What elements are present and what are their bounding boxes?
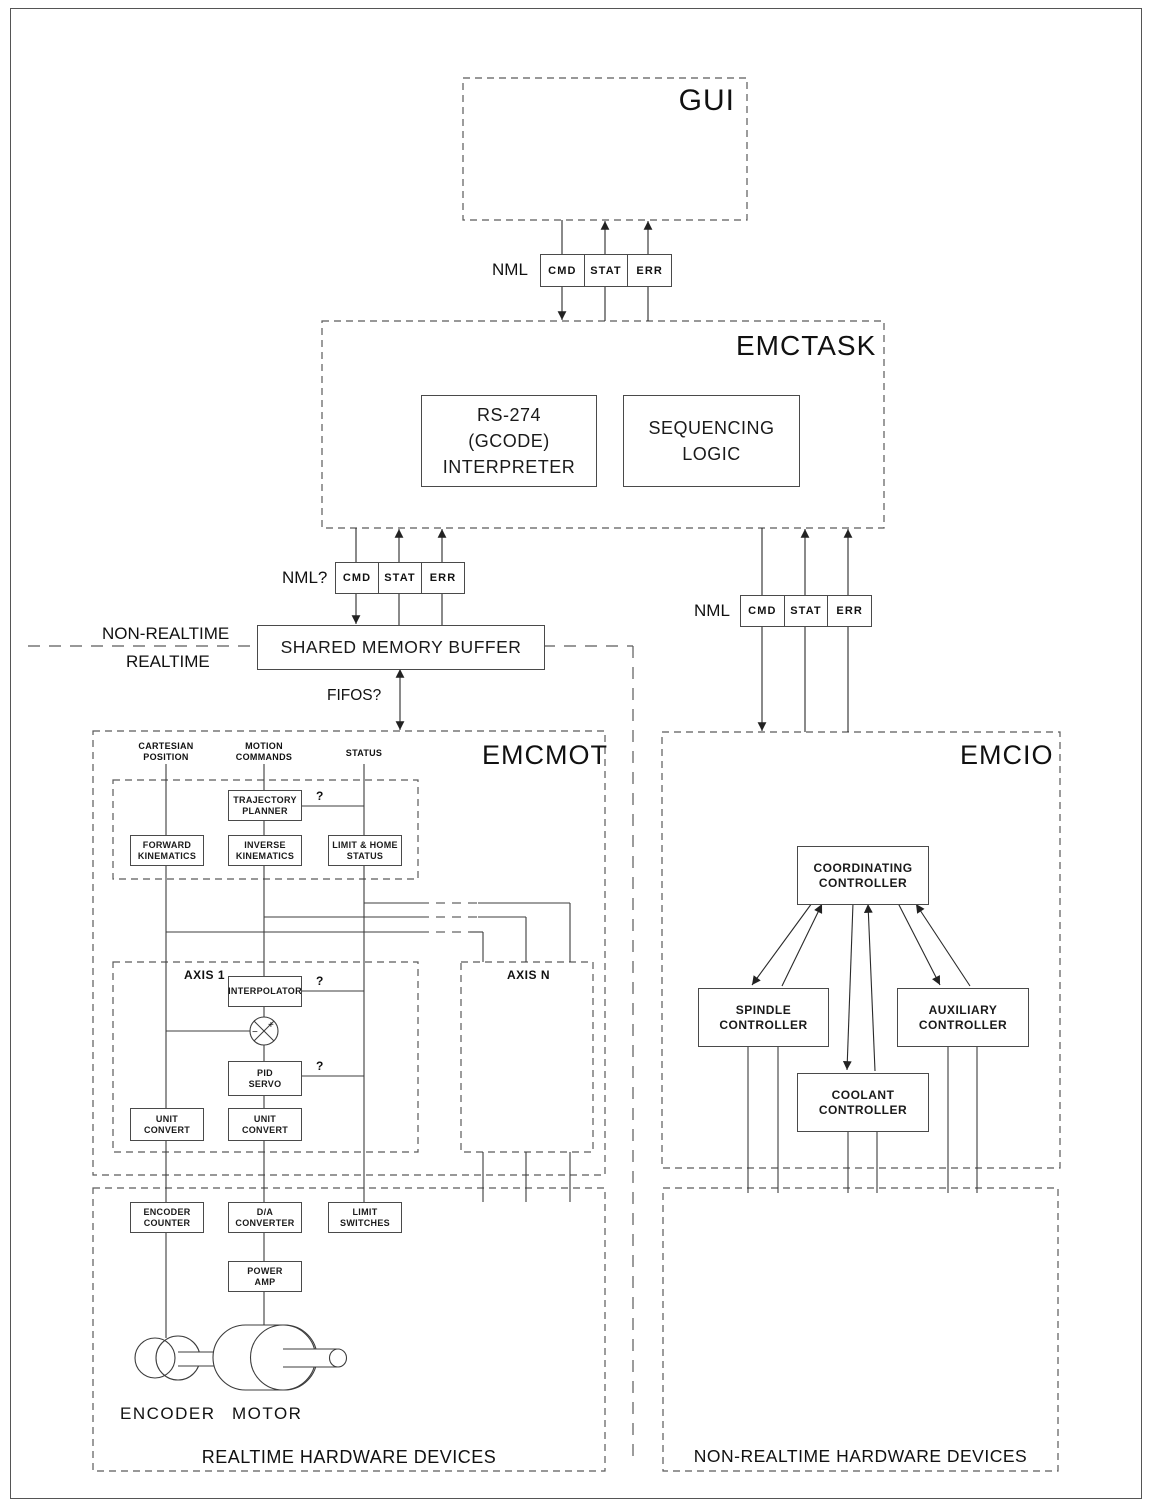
nml-mid-cmd-cell: CMD xyxy=(342,572,372,584)
limit-home-status-box: LIMIT & HOME STATUS xyxy=(328,835,402,866)
spindle-controller-box: SPINDLE CONTROLLER xyxy=(698,988,829,1047)
nonrealtime-hardware-box xyxy=(663,1188,1058,1471)
pid-servo-box: PID SERVO xyxy=(228,1061,302,1096)
nonrealtime-hardware-title: NON-REALTIME HARDWARE DEVICES xyxy=(693,1446,1028,1466)
emctask-title: EMCTASK xyxy=(736,330,877,361)
unit-convert-left-box: UNIT CONVERT xyxy=(130,1108,204,1141)
shared-memory-buffer-label: SHARED MEMORY BUFFER xyxy=(280,637,522,657)
realtime-divider-label: REALTIME xyxy=(126,652,210,671)
emcmot-title: EMCMOT xyxy=(482,740,608,770)
nml-mid-stat-cell: STAT xyxy=(378,563,421,593)
aux-to-coord-arrow xyxy=(916,904,970,986)
rs274-interpreter-box xyxy=(421,395,597,487)
cartesian-position-header: CARTESIAN POSITION xyxy=(138,741,194,762)
rs274-line1: RS-274 xyxy=(476,405,542,425)
coolant-controller-box: COOLANT CONTROLLER xyxy=(797,1073,929,1132)
nml-mid-err-cell: ERR xyxy=(421,563,464,593)
encoder-caption: ENCODER xyxy=(120,1404,216,1423)
nml-right-row xyxy=(740,595,872,627)
shared-memory-buffer-box xyxy=(257,625,545,670)
inverse-kinematics-box: INVERSE KINEMATICS xyxy=(228,835,302,866)
nml-right-stat-cell: STAT xyxy=(784,596,828,626)
junction-plus-sign: + xyxy=(268,1020,274,1031)
sequencing-line1: SEQUENCING xyxy=(648,418,775,438)
status-header: STATUS xyxy=(345,748,383,758)
unit-convert-mid-box: UNIT CONVERT xyxy=(228,1108,302,1141)
interpolator-question-mark: ? xyxy=(316,974,324,988)
motor-caption: MOTOR xyxy=(232,1404,303,1423)
nonrealtime-divider-label: NON-REALTIME xyxy=(102,624,230,643)
axis1-title: AXIS 1 xyxy=(184,968,226,982)
motion-commands-header: MOTION COMMANDS xyxy=(235,741,293,762)
rs274-line3: INTERPRETER xyxy=(442,457,576,477)
trajectory-question-mark: ? xyxy=(316,789,324,803)
nml-mid-label: NML? xyxy=(282,568,328,587)
emcio-title: EMCIO xyxy=(960,740,1054,770)
nml-mid-row xyxy=(335,562,465,594)
encoder-motor-drawing xyxy=(135,1325,347,1390)
sequencing-logic-box xyxy=(623,395,800,487)
interpolator-box: INTERPOLATOR xyxy=(228,976,302,1007)
encoder-counter-box: ENCODER COUNTER xyxy=(130,1202,204,1233)
junction-minus-sign: − xyxy=(252,1027,258,1038)
auxiliary-controller-box: AUXILIARY CONTROLLER xyxy=(897,988,1029,1047)
nml-right-cmd-cell: CMD xyxy=(748,605,777,617)
nml-top-label: NML xyxy=(492,260,528,279)
trajectory-planner-box: TRAJECTORY PLANNER xyxy=(228,790,302,821)
axisn-title: AXIS N xyxy=(507,968,551,982)
motor-shaft-end xyxy=(330,1349,347,1367)
nml-top-stat-cell: STAT xyxy=(584,255,628,286)
da-converter-box: D/A CONVERTER xyxy=(228,1202,302,1233)
nml-right-err-cell: ERR xyxy=(827,596,871,626)
fifos-label: FIFOS? xyxy=(327,687,382,704)
sequencing-line2: LOGIC xyxy=(682,444,741,464)
gui-title: GUI xyxy=(678,84,735,117)
nml-top-cmd-cell: CMD xyxy=(548,264,577,277)
pid-question-mark: ? xyxy=(316,1059,324,1073)
rs274-line2: (GCODE) xyxy=(468,431,550,451)
nml-top-err-cell: ERR xyxy=(627,255,671,286)
coordinating-controller-box: COORDINATING CONTROLLER xyxy=(797,846,929,905)
axisn-box xyxy=(461,962,593,1152)
forward-kinematics-box: FORWARD KINEMATICS xyxy=(130,835,204,866)
coolant-to-coord-arrow xyxy=(868,904,875,1071)
summing-junction xyxy=(250,1017,278,1045)
limit-switches-box: LIMIT SWITCHES xyxy=(328,1202,402,1233)
coord-to-coolant-arrow xyxy=(847,903,853,1070)
realtime-hardware-title: REALTIME HARDWARE DEVICES xyxy=(201,1447,497,1467)
nml-right-label: NML xyxy=(694,601,730,620)
power-amp-box: POWER AMP xyxy=(228,1261,302,1292)
coord-to-aux-arrow xyxy=(898,903,940,985)
nml-top-row xyxy=(540,254,672,287)
encoder-body-left xyxy=(135,1338,175,1378)
